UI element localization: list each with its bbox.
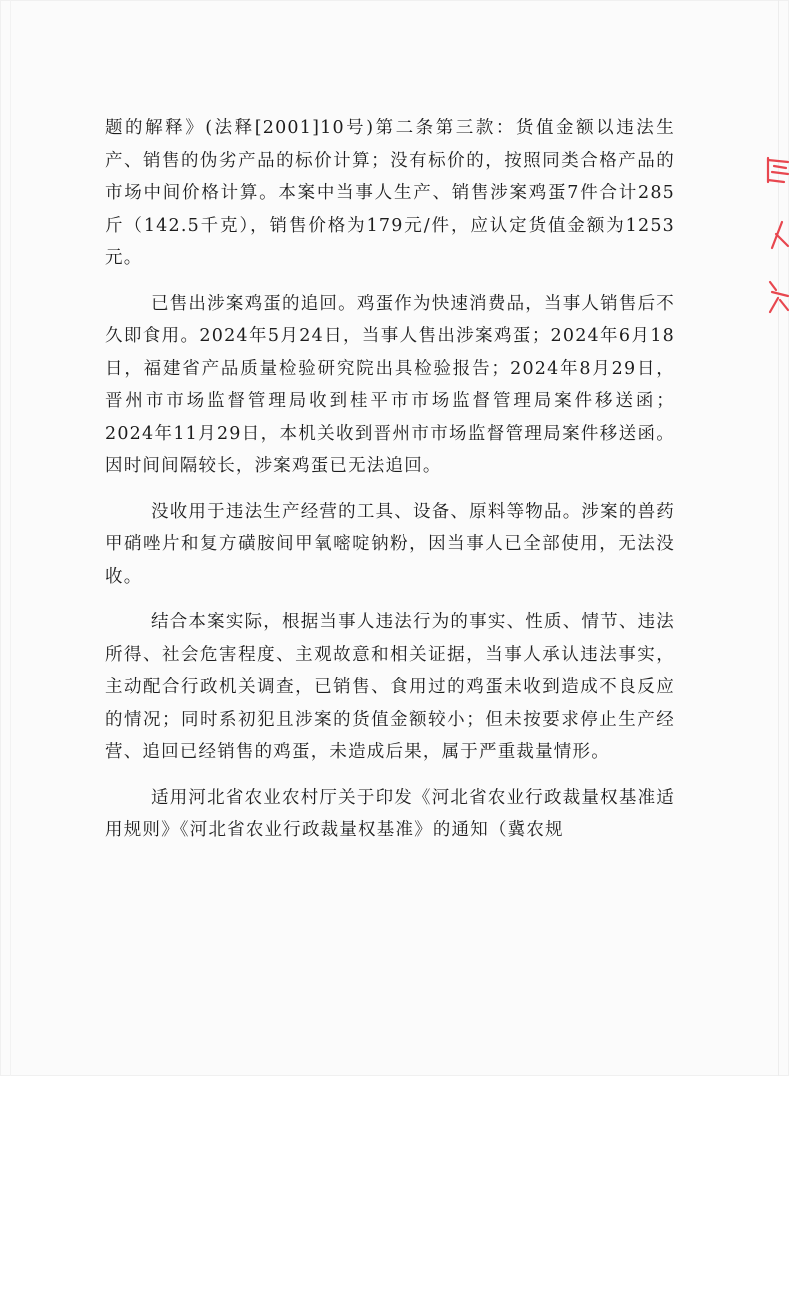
paragraph-goods-value: 题的解释》(法释[2001]10号)第二条第三款：货值金额以违法生产、销售的伪劣产品的标价计算；没有标价的，按照同类合格产品的市场中间价格计算。本案中当事人生产、销售涉案鸡蛋7件合计285斤（142.5千克），销售价格为179元/件，应认定货值金额为1253元。 [105, 118, 675, 268]
paragraph-recovery: 已售出涉案鸡蛋的追回。鸡蛋作为快速消费品，当事人销售后不久即食用。2024年5月24日，当事人售出涉案鸡蛋；2024年6月18日，福建省产品质量检验研究院出具检验报告；2024年8月29日，晋州市市场监督管理局收到桂平市市场监督管理局案件移送函；2024年11月29日，本机关收到晋州市市场监督管理局案件移送函。因时间间隔较长，涉案鸡蛋已无法追回。 [105, 293, 675, 476]
blank-area [0, 1076, 789, 1299]
document-body [105, 112, 675, 847]
paragraph-applicable-rules: 适用河北省农业农村厅关于印发《河北省农业行政裁量权基准适用规则》《河北省农业行政裁量权基准》的通知（冀农规 [105, 787, 675, 840]
page-left-edge [10, 0, 11, 1076]
paragraph-confiscation: 没收用于违法生产经营的工具、设备、原料等物品。涉案的兽药甲硝唑片和复方磺胺间甲氧嘧啶钠粉，因当事人已全部使用，无法没收。 [105, 501, 675, 587]
paragraph-discretion: 结合本案实际，根据当事人违法行为的事实、性质、情节、违法所得、社会危害程度、主观故意和相关证据，当事人承认违法事实，主动配合行政机关调查，已销售、食用过的鸡蛋未收到造成不良反应的情况；同时系初犯且涉案的货值金额较小；但未按要求停止生产经营、追回已经销售的鸡蛋，未造成后果，属于严重裁量情形。 [105, 612, 675, 762]
red-seal-fragment-icon [762, 150, 789, 320]
